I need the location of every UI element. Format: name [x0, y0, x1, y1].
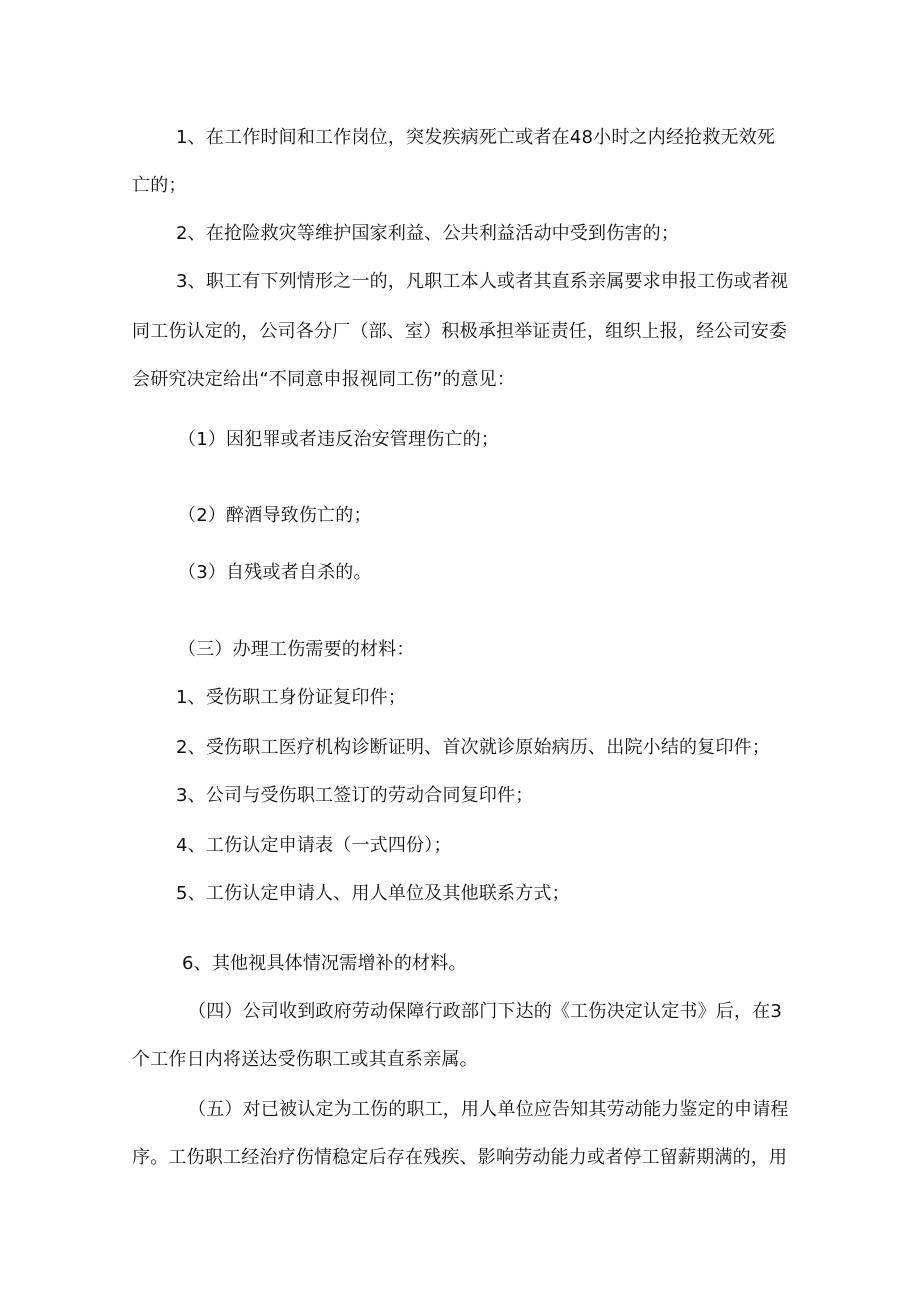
list-item: 2、受伤职工医疗机构诊断证明、首次就诊原始病历、出院小结的复印件； [176, 737, 771, 758]
section-heading: （三）办理工伤需要的材料： [178, 639, 415, 660]
paragraph-line: 1、在工作时间和工作岗位，突发疾病死亡或者在48小时之内经抢救无效死 [176, 127, 776, 148]
list-item: （1）因犯罪或者违反治安管理伤亡的； [178, 429, 500, 450]
list-item: 5、工伤认定申请人、用人单位及其他联系方式； [176, 883, 570, 904]
list-item: （3）自残或者自杀的。 [178, 562, 372, 583]
paragraph-line: 2、在抢险救灾等维护国家利益、公共利益活动中受到伤害的； [176, 223, 680, 244]
paragraph-line: （四）公司收到政府劳动保障行政部门下达的《工伤决定认定书》后，在3 [188, 1001, 783, 1022]
list-item: 1、受伤职工身份证复印件； [176, 687, 407, 708]
paragraph-line: 会研究决定给出“不同意申报视同工伤”的意见： [132, 369, 516, 390]
paragraph-line: 3、职工有下列情形之一的，凡职工本人或者其直系亲属要求申报工伤或者视 [176, 271, 789, 292]
paragraph-line: （五）对已被认定为工伤的职工，用人单位应告知其劳动能力鉴定的申请程 [188, 1099, 789, 1120]
paragraph-line: 序。工伤职工经治疗伤情稳定后存在残疾、影响劳动能力或者停工留薪期满的，用 [132, 1147, 788, 1168]
list-item: （2）醉酒导致伤亡的； [178, 505, 372, 526]
paragraph-line: 亡的； [132, 175, 187, 196]
list-item: 4、工伤认定申请表（一式四份）； [176, 835, 452, 856]
paragraph-line: 个工作日内将送达受伤职工或其直系亲属。 [132, 1049, 478, 1070]
list-item: 6、其他视具体情况需增补的材料。 [182, 953, 467, 974]
list-item: 3、公司与受伤职工签订的劳动合同复印件； [176, 785, 534, 806]
paragraph-line: 同工伤认定的，公司各分厂（部、室）积极承担举证责任，组织上报，经公司安委 [132, 321, 788, 342]
